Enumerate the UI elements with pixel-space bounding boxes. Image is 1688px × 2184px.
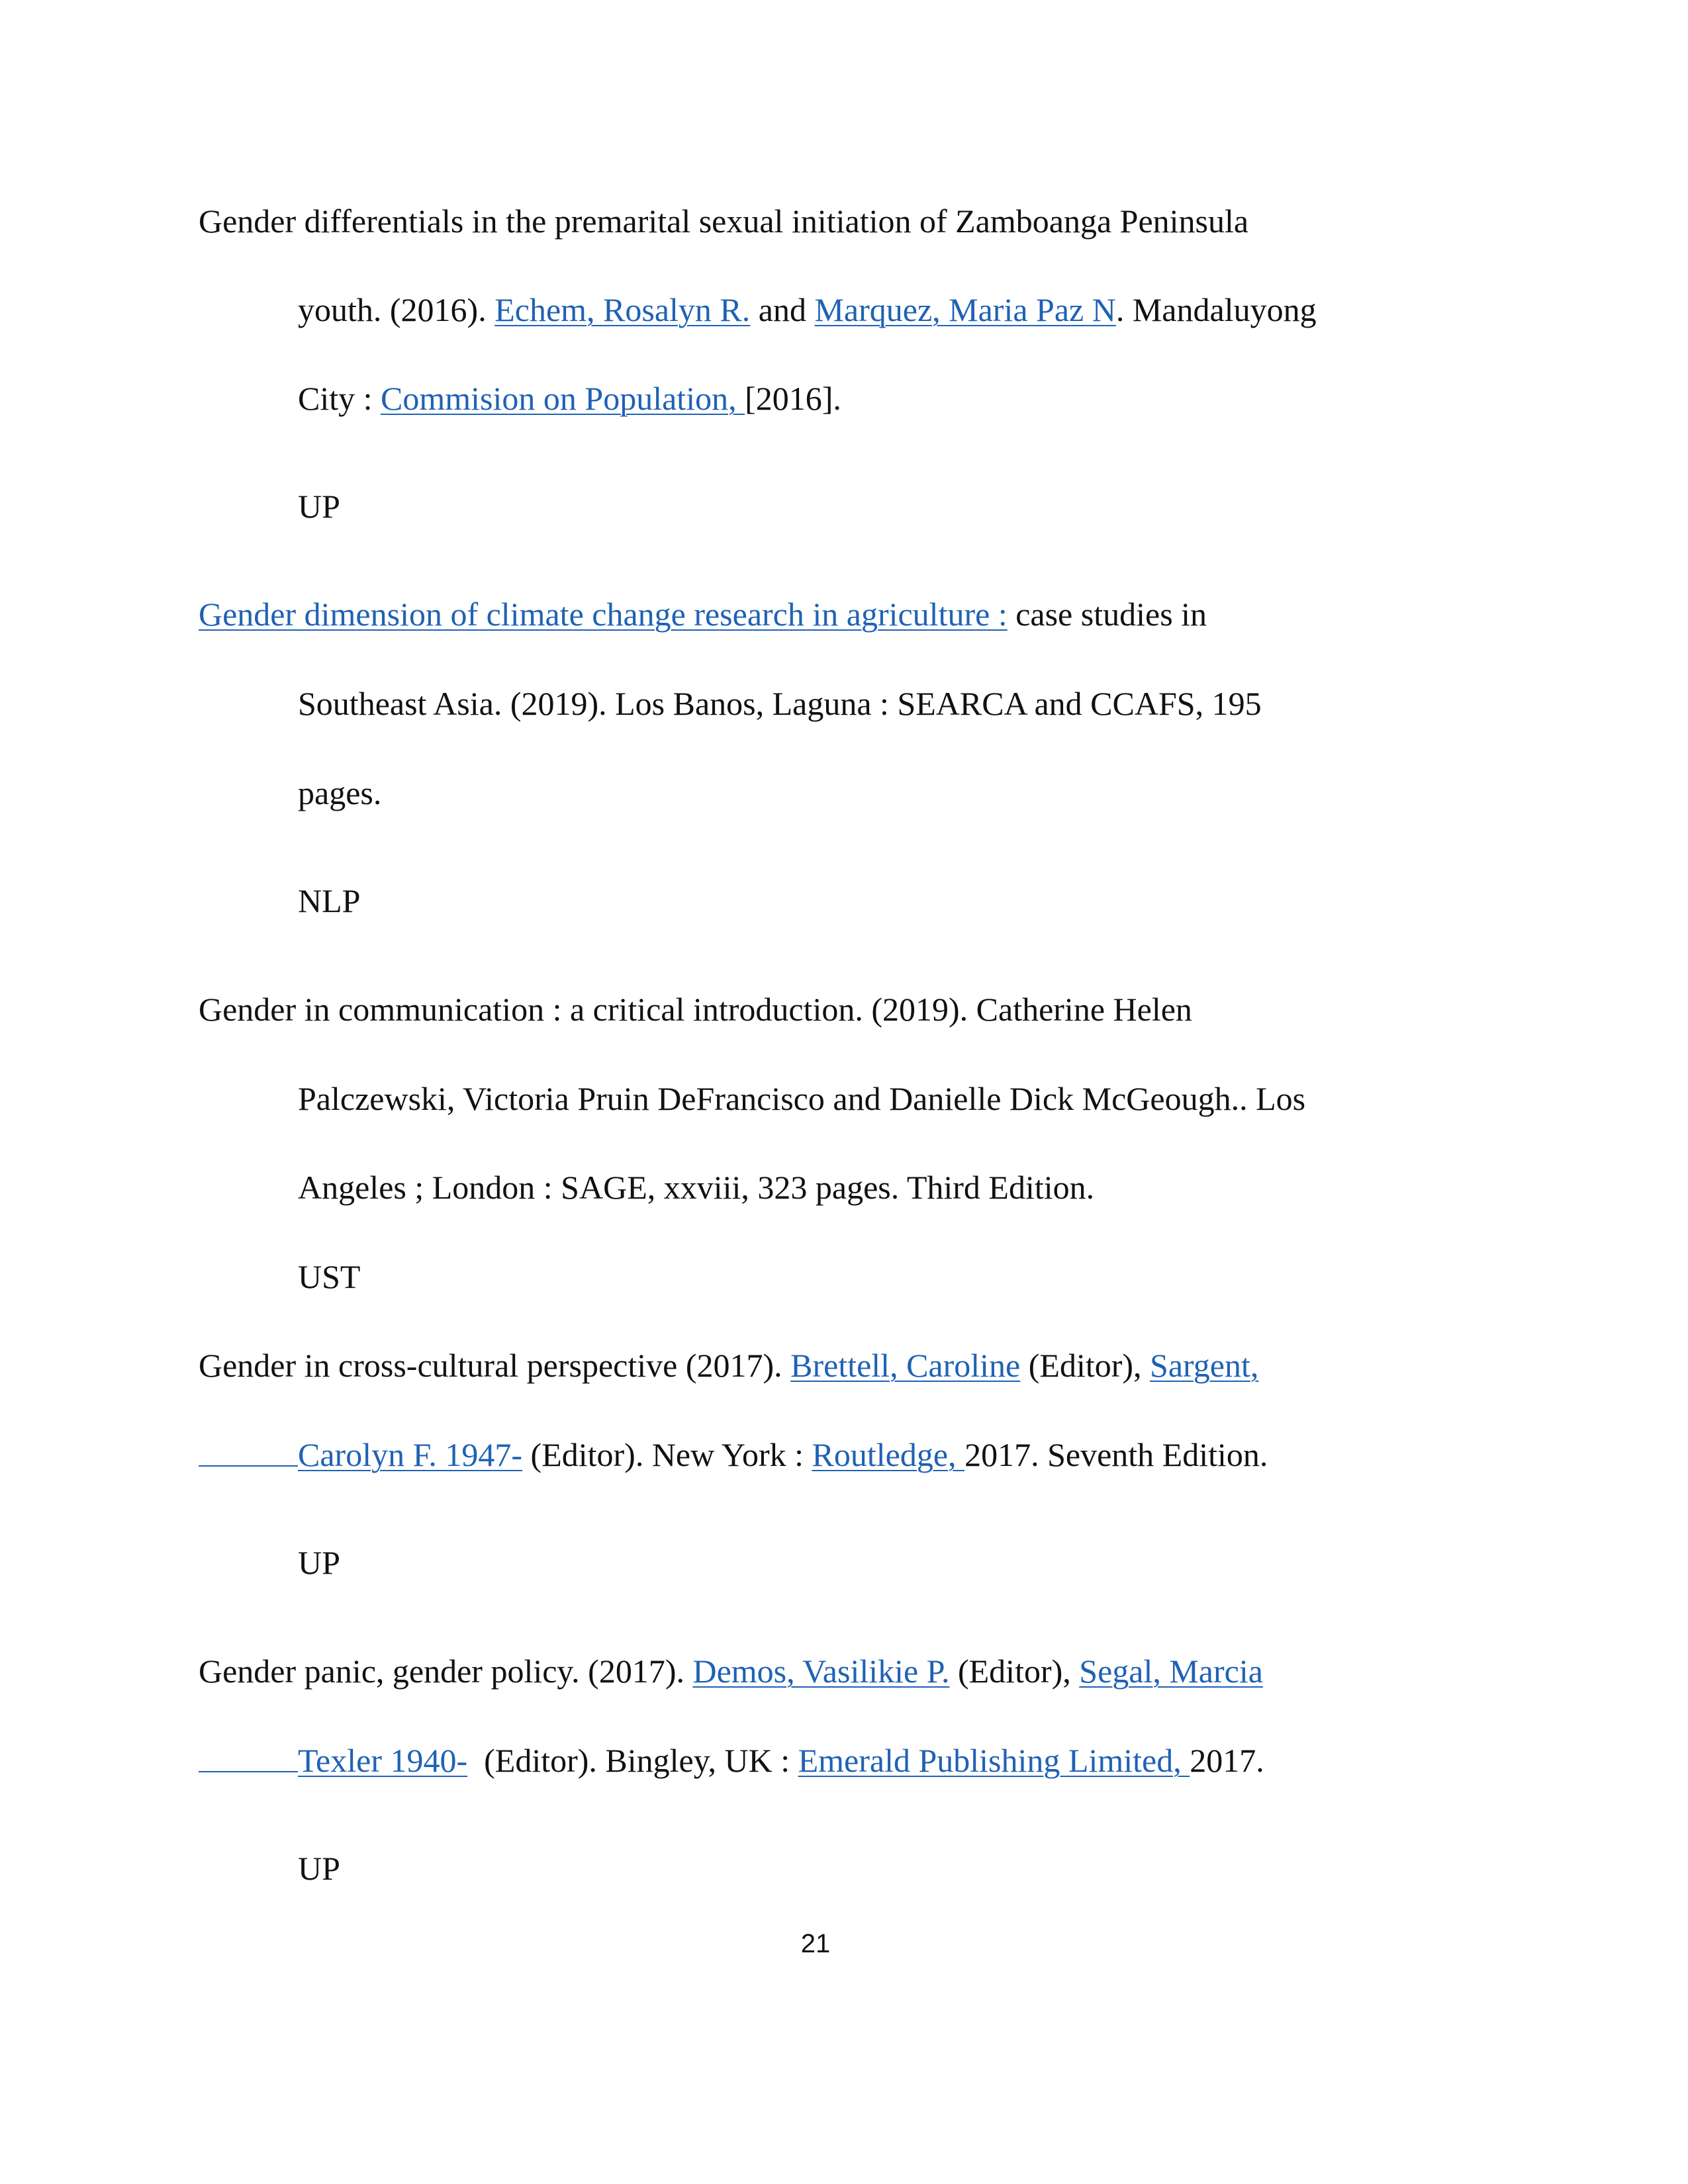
entry-3-line-3: Angeles ; London : SAGE, xxviii, 323 pages. Third Edition. [298,1169,1095,1206]
entry-1-line-1 [199,201,1248,241]
author-link-sargent[interactable]: Sargent, [1150,1347,1259,1384]
title-link-gender-dimension[interactable]: Gender dimension of climate change research in agriculture : [199,596,1008,633]
entry-3-line-2: Palczewski, Victoria Pruin DeFrancisco and Danielle Dick McGeough.. Los [298,1080,1306,1117]
entry-5-text: Gender panic, gender policy. (2017). [199,1653,693,1690]
entry-3-location: UST [298,1258,361,1295]
author-link-marquez[interactable]: Marquez, Maria Paz N [814,291,1116,328]
author-link-demos[interactable]: Demos, Vasilikie P. [692,1653,950,1690]
entry-5-text: 2017. [1190,1742,1264,1779]
entry-1-line-2 [298,290,1317,330]
entry-1-text: [2016]. [745,380,841,417]
entry-4-line-2 [298,1435,1268,1475]
author-link-brettell[interactable]: Brettell, Caroline [790,1347,1021,1384]
entry-5-text: (Editor), [949,1653,1080,1690]
entry-1-line-3 [298,379,841,418]
entry-4-line-1 [199,1345,1258,1385]
entry-4-text: 2017. Seventh Edition. [964,1436,1268,1473]
publisher-link-emerald[interactable]: Emerald Publishing Limited, [798,1742,1190,1779]
entry-2-location: NLP [298,882,361,919]
publisher-link-routledge[interactable]: Routledge, [812,1436,965,1473]
entry-5-location: UP [298,1850,340,1887]
link-underline-continuation [199,1771,298,1772]
entry-4-text: (Editor). New York : [522,1436,812,1473]
entry-2-line-2: Southeast Asia. (2019). Los Banos, Laguna : SEARCA and CCAFS, 195 [298,685,1262,722]
entry-5-line-2 [298,1741,1264,1780]
entry-5-line-1 [199,1651,1263,1691]
author-link-sargent-cont[interactable]: Carolyn F. 1947- [298,1436,523,1473]
author-link-segal-cont[interactable]: Texler 1940- [298,1742,468,1779]
author-link-segal[interactable]: Segal, Marcia [1079,1653,1263,1690]
entry-2-line-3: pages. [298,774,382,811]
entry-4-text: Gender in cross-cultural perspective (2017). [199,1347,791,1384]
page-number: 21 [800,1929,831,1958]
entry-4-location: UP [298,1544,340,1581]
entry-1-title: Gender differentials in the premarital sexual initiation of Zamboanga Peninsula [199,203,1249,240]
publisher-link-popcom[interactable]: Commision on Population, [381,380,745,417]
entry-2-line-1 [199,594,1207,634]
entry-1-text: and [750,291,815,328]
link-underline-continuation [199,1465,298,1467]
entry-5-text: (Editor). Bingley, UK : [467,1742,798,1779]
author-link-echem[interactable]: Echem, Rosalyn R. [494,291,751,328]
entry-1-text: City : [298,380,381,417]
entry-1-text: youth. (2016). [298,291,495,328]
entry-4-text: (Editor), [1020,1347,1150,1384]
entry-1-text: . Mandaluyong [1115,291,1317,328]
entry-2-text: case studies in [1007,596,1207,633]
entry-1-location: UP [298,488,340,525]
entry-3-line-1: Gender in communication : a critical introduction. (2019). Catherine Helen [199,991,1192,1028]
